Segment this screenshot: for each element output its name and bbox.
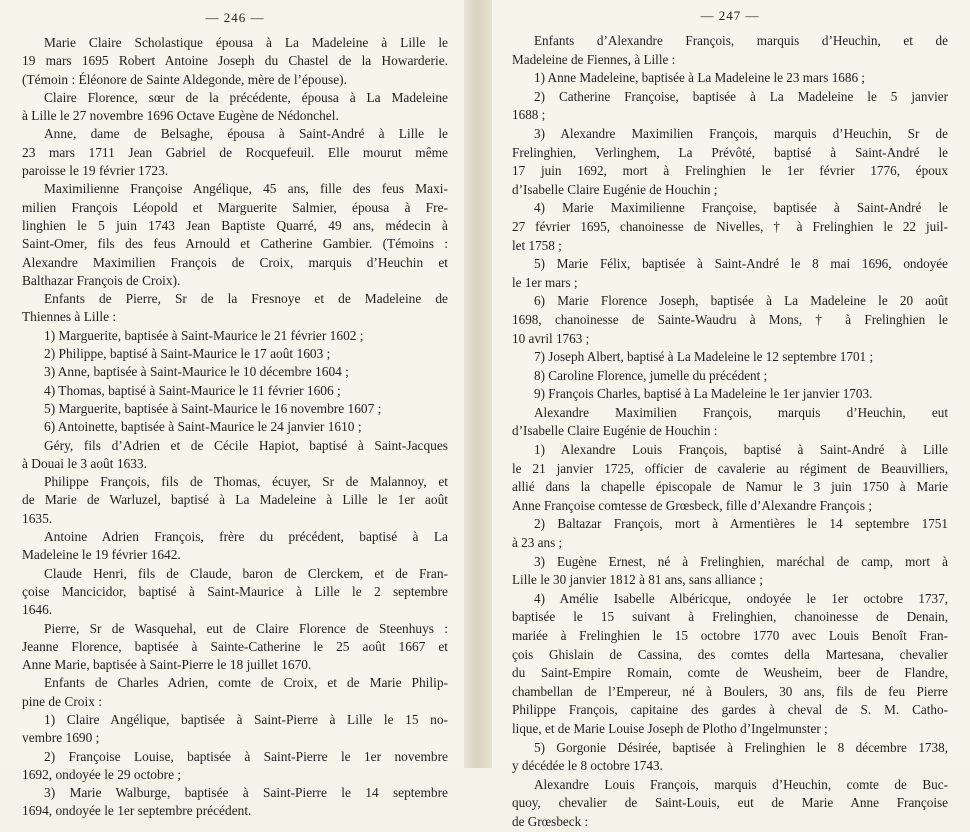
text-line: (Témoin : Éléonore de Sainte Aldegonde, mère de l’épouse). — [22, 71, 347, 87]
text-line: 4) Marie Maximilienne Françoise, baptisée à Saint-André le — [534, 200, 948, 216]
text-line: 7) Joseph Albert, baptisé à La Madeleine le 12 septembre 1701 ; — [534, 349, 874, 365]
text-line: d’Isabelle Claire Eugénie de Houchin : — [512, 423, 718, 439]
text-line: 9) François Charles, baptisé à La Madeleine le 1er janvier 1703. — [534, 386, 873, 402]
text-line: Anne, dame de Belsaghe, épousa à Saint-André à Lille le — [44, 126, 448, 142]
book-gutter — [464, 0, 492, 768]
text-line: du Saint-Empire Romain, comte de Weusheim, beer de Flandre, — [512, 665, 948, 681]
text-line: allié dans la chapelle épiscopale de Namur le 3 juin 1750 à Marie — [512, 479, 948, 495]
text-line: 17 juin 1692, mort à Frelinghien le 1er février 1776, époux — [512, 163, 948, 179]
text-line: 1) Alexandre Louis François, baptisé à Saint-André à Lille — [534, 442, 948, 458]
text-line: de Grœsbeck : — [512, 813, 589, 829]
text-line: pine de Croix : — [22, 693, 102, 709]
text-line: 3) Anne, baptisée à Saint-Maurice le 10 décembre 1604 ; — [44, 364, 349, 380]
text-line: 1646. — [22, 602, 53, 618]
text-line: quoy, chevalier de Saint-Louis, eut de Marie Anne Françoise — [512, 795, 948, 811]
text-line: 1) Claire Angélique, baptisée à Saint-Pierre à Lille le 15 no- — [44, 711, 448, 727]
text-line: Anne Françoise comtesse de Grœsbeck, fille d’Alexandre François ; — [512, 497, 872, 513]
text-line: 3) Alexandre Maximilien François, marquis d’Heuchin, Sr de — [534, 125, 948, 141]
text-line: çois Ghislain de Cassina, des comtes della Martesana, chevalier — [512, 646, 948, 662]
text-line: 4) Thomas, baptisé à Saint-Maurice le 11 février 1606 ; — [44, 382, 341, 398]
text-line: Philippe François, fils de Thomas, écuyer, Sr de Malannoy, et — [44, 474, 448, 490]
text-line: 5) Gorgonie Désirée, baptisée à Frelinghien le 8 décembre 1738, — [534, 739, 948, 755]
text-line: 5) Marie Félix, baptisée à Saint-André le 8 mai 1696, ondoyée — [534, 256, 948, 272]
text-line: Antoine Adrien François, frère du précédent, baptisé à La — [44, 529, 448, 545]
text-line: paroisse le 19 février 1723. — [22, 163, 169, 179]
text-line: Jeanne Florence, baptisée à Sainte-Catherine le 25 août 1667 et — [22, 638, 448, 654]
right-text-block — [512, 32, 948, 832]
text-line: 2) Catherine Françoise, baptisée à La Madeleine le 5 janvier — [534, 88, 948, 104]
text-line: le 21 janvier 1725, officier de cavalerie au régiment de Beauvilliers, — [512, 460, 948, 476]
text-line: 2) Philippe, baptisé à Saint-Maurice le 17 août 1603 ; — [44, 346, 331, 362]
text-line: 1635. — [22, 510, 53, 526]
text-line: 1694, ondoyée le 1er septembre précédent. — [22, 803, 252, 819]
text-line: Lille le 30 janvier 1812 à 81 ans, sans alliance ; — [512, 572, 763, 588]
text-line: 8) Caroline Florence, jumelle du précédent ; — [534, 367, 768, 383]
text-line: Madeleine de Fiennes, à Lille : — [512, 51, 676, 67]
text-line: Enfants de Pierre, Sr de la Fresnoye et de Madeleine de — [44, 291, 448, 307]
text-line: linghien le 5 juin 1743 Jean Baptiste Quarré, 49 ans, médecin à — [22, 217, 448, 233]
text-line: y décédée le 8 octobre 1743. — [512, 758, 663, 774]
left-page — [0, 0, 464, 819]
text-line: Alexandre Maximilien François de Croix, marquis d’Heuchin et — [22, 254, 448, 270]
text-line: 6) Antoinette, baptisée à Saint-Maurice le 24 janvier 1610 ; — [44, 419, 362, 435]
text-line: 1) Anne Madeleine, baptisée à La Madeleine le 23 mars 1686 ; — [534, 70, 866, 86]
text-line: 4) Amélie Isabelle Albéricque, ondoyée le 1er octobre 1737, — [534, 590, 948, 606]
text-line: 19 mars 1695 Robert Antoine Joseph du Chastel de la Howarderie. — [22, 53, 448, 69]
text-line: Maximilienne Françoise Angélique, 45 ans, fille des feus Maxi- — [44, 181, 448, 197]
text-line: Claude Henri, fils de Claude, baron de Clerckem, et de Fran- — [44, 565, 448, 581]
text-line: mariée à Frelinghien le 15 octobre 1770 avec Louis Benoît Fran- — [512, 628, 948, 643]
text-line: le 1er mars ; — [512, 274, 578, 290]
page-number-left: — 246 — — [205, 10, 265, 25]
page-number-right: — 247 — — [700, 8, 760, 23]
text-line: Géry, fils d’Adrien et de Cécile Hapiot, baptisé à Saint-Jacques — [44, 437, 448, 453]
text-line: lique, et de Marie Louise Joseph de Plotho d’Ingelmunster ; — [512, 720, 828, 736]
text-line: Frelinghien, Verlinghem, La Prévôté, baptisé à Saint-André le — [512, 144, 948, 160]
text-line: Enfants de Charles Adrien, comte de Croix, et de Marie Philip- — [44, 675, 448, 691]
text-line: 3) Marie Walburge, baptisée à Saint-Pierre le 14 septembre — [44, 785, 448, 801]
text-line: vembre 1690 ; — [22, 730, 100, 746]
text-line: 2) Françoise Louise, baptisée à Saint-Pierre le 1er novembre — [44, 748, 448, 764]
text-line: Anne Marie, baptisée à Saint-Pierre le 18 juillet 1670. — [22, 657, 312, 673]
text-line: à Douai le 3 août 1633. — [22, 455, 147, 471]
text-line: Pierre, Sr de Wasquehal, eut de Claire Florence de Steenhuys : — [44, 620, 448, 636]
text-line: 1698, chanoinesse de Sainte-Waudru à Mons, † à Frelinghien le — [512, 311, 948, 327]
left-text-block — [22, 34, 448, 821]
text-line: 3) Eugène Ernest, né à Frelinghien, maréchal de camp, mort à — [534, 553, 948, 569]
text-line: Saint-Omer, fils des feus Arnould et Catherine Gambier. (Témoins : — [22, 236, 448, 252]
text-line: Madeleine le 19 février 1642. — [22, 547, 181, 563]
text-line: d’Isabelle Claire Eugénie de Houchin ; — [512, 181, 718, 197]
right-page — [492, 0, 970, 829]
text-line: 27 février 1695, chanoinesse de Nivelles, † à Frelinghien le 22 juil- — [512, 218, 948, 234]
text-line: à 23 ans ; — [512, 535, 563, 551]
text-line: 1688 ; — [512, 107, 546, 123]
text-line: 10 avril 1763 ; — [512, 330, 590, 346]
text-line: Enfants d’Alexandre François, marquis d’Heuchin, et de — [534, 33, 948, 48]
text-line: à Lille le 27 novembre 1696 Octave Eugène de Nédonchel. — [22, 108, 339, 124]
text-line: let 1758 ; — [512, 237, 562, 253]
text-line: 1) Marguerite, baptisée à Saint-Maurice le 21 février 1602 ; — [44, 327, 364, 343]
text-line: de Marie de Warluzel, baptisé à La Madeleine à Lille le 1er août — [22, 492, 448, 508]
text-line: Alexandre Louis François, marquis d’Heuchin, comte de Buc- — [534, 776, 948, 792]
text-line: çoise Mancicidor, baptisé à Saint-Maurice à Lille le 2 septembre — [22, 583, 448, 599]
text-line: Marie Claire Scholastique épousa à La Madeleine à Lille le — [44, 35, 448, 50]
text-line: chambellan de l’Empereur, né à Boulers, 30 ans, fils de feu Pierre — [512, 683, 948, 699]
text-line: baptisée le 15 suivant à Frelinghien, chanoinesse de Denain, — [512, 609, 948, 625]
text-line: 2) Baltazar François, mort à Armentières le 14 septembre 1751 — [534, 516, 948, 532]
text-line: Thiennes à Lille : — [22, 309, 117, 325]
text-line: 5) Marguerite, baptisée à Saint-Maurice le 16 novembre 1607 ; — [44, 400, 382, 416]
text-line: Alexandre Maximilien François, marquis d’Heuchin, eut — [534, 404, 948, 420]
text-line: Claire Florence, sœur de la précédente, épousa à La Madeleine — [44, 89, 448, 105]
text-line: milien François Léopold et Marguerite Salmier, épousa à Fre- — [22, 199, 448, 215]
text-line: 1692, ondoyée le 29 octobre ; — [22, 766, 182, 782]
text-line: 23 mars 1711 Jean Gabriel de Rocquefeuil. Elle mourut même — [22, 144, 448, 160]
text-line: Balthazar François de Croix). — [22, 272, 181, 288]
text-line: Philippe François, capitaine des gardes à cheval de S. M. Catho- — [512, 702, 948, 718]
text-line: 6) Marie Florence Joseph, baptisée à La Madeleine le 20 août — [534, 293, 948, 309]
